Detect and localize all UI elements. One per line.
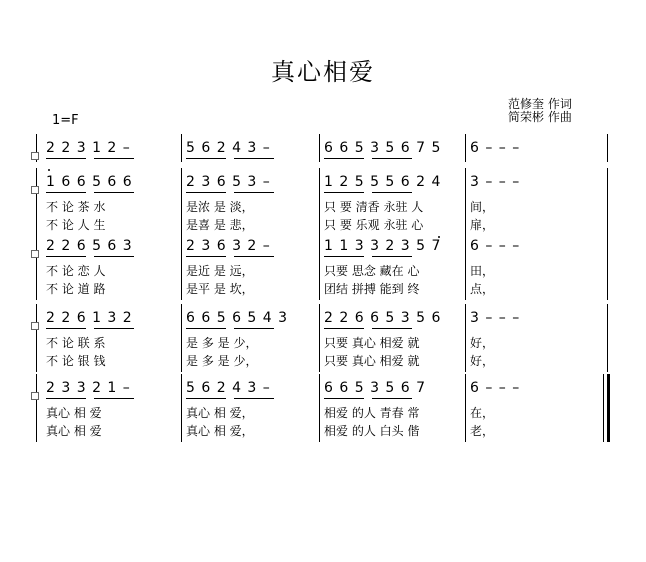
notation-measure: 6 6 5 3 5 6 7: [324, 380, 427, 396]
lyric-line: 相爱 的人 白头 偕: [324, 424, 420, 438]
beam-underline: [186, 398, 226, 399]
beam-underline: [324, 158, 364, 159]
notation-measure: 2 2 6 6 5 3 5 6: [324, 310, 442, 326]
lyric-line: 是浓 是 淡，: [186, 200, 254, 214]
lyric-line: 在，: [470, 406, 495, 420]
notation-measure: 2 2 3 1 2 –: [46, 140, 131, 156]
beam-underline: [324, 256, 364, 257]
barline: [607, 232, 608, 300]
lyric-line: 好，: [470, 354, 495, 368]
beam-underline: [46, 158, 86, 159]
beam-underline: [94, 256, 134, 257]
barline: [603, 374, 604, 442]
barline: [36, 168, 37, 236]
lyric-line: 不 论 银 钱: [46, 354, 106, 368]
lyric-line: 只 要 乐观 永驻 心: [324, 218, 424, 232]
barline: [181, 374, 182, 442]
barline: [607, 374, 610, 442]
beam-underline: [46, 328, 86, 329]
beam-underline: [324, 328, 364, 329]
lyricist-credit: 范修奎 作词: [508, 97, 572, 111]
barline: [607, 304, 608, 372]
lyric-line: 是平 是 坎，: [186, 282, 254, 296]
notation-measure: 3 – – –: [470, 310, 521, 326]
barline: [36, 304, 37, 372]
lyric-line: 点，: [470, 282, 495, 296]
beam-underline: [46, 256, 86, 257]
beam-underline: [94, 398, 134, 399]
beam-underline: [234, 328, 274, 329]
barline: [319, 134, 320, 162]
lyric-line: 不 论 恋 人: [46, 264, 106, 278]
lyric-line: 是近 是 远，: [186, 264, 254, 278]
barline: [181, 134, 182, 162]
barline: [36, 232, 37, 300]
beam-underline: [234, 192, 274, 193]
lyric-line: 是 多 是 少，: [186, 354, 258, 368]
barline: [465, 374, 466, 442]
barline: [319, 304, 320, 372]
barline: [465, 232, 466, 300]
notation-measure: 2 2 6 1 3 2: [46, 310, 133, 326]
notation-measure: 1 2 5 5 5 6 2 4: [324, 174, 442, 190]
beam-underline: [234, 398, 274, 399]
lyric-line: 不 论 道 路: [46, 282, 106, 296]
barline: [607, 168, 608, 236]
lyric-line: 真心 相 爱，: [186, 424, 254, 438]
notation-measure: 2 3 6 3 2 –: [186, 238, 271, 254]
beam-underline: [234, 158, 274, 159]
lyric-line: 真心 相 爱: [46, 424, 102, 438]
notation-measure: 2 2 6 5 6 3: [46, 238, 133, 254]
barline: [319, 374, 320, 442]
system-marker: [31, 250, 39, 258]
lyric-line: 只要 真心 相爱 就: [324, 354, 420, 368]
song-title: 真心相爱: [271, 58, 375, 86]
notation-measure: 6 – – –: [470, 140, 521, 156]
notation-measure: 6 – – –: [470, 380, 521, 396]
lyric-line: 只要 思念 藏在 心: [324, 264, 420, 278]
beam-underline: [94, 192, 134, 193]
beam-underline: [94, 328, 134, 329]
beam-underline: [324, 192, 364, 193]
beam-underline: [46, 398, 86, 399]
system-marker: [31, 186, 39, 194]
beam-underline: [186, 158, 226, 159]
beam-underline: [372, 256, 412, 257]
octave-dot: [438, 236, 440, 238]
lyric-line: 田，: [470, 264, 495, 278]
beam-underline: [372, 328, 412, 329]
barline: [319, 232, 320, 300]
barline: [181, 304, 182, 372]
beam-underline: [372, 192, 412, 193]
notation-measure: 6 6 5 6 5 4 3: [186, 310, 289, 326]
system-marker: [31, 152, 39, 160]
barline: [181, 168, 182, 236]
lyric-line: 真心 相 爱: [46, 406, 102, 420]
lyric-line: 好，: [470, 336, 495, 350]
lyric-line: 老，: [470, 424, 495, 438]
lyric-line: 只要 真心 相爱 就: [324, 336, 420, 350]
notation-measure: 6 – – –: [470, 238, 521, 254]
lyric-line: 是 多 是 少，: [186, 336, 258, 350]
beam-underline: [234, 256, 274, 257]
barline: [465, 168, 466, 236]
notation-measure: 2 3 6 5 3 –: [186, 174, 271, 190]
barline: [465, 304, 466, 372]
composer-credit: 简荣彬 作曲: [508, 110, 572, 124]
lyric-line: 间，: [470, 200, 495, 214]
barline: [181, 232, 182, 300]
notation-measure: 1 6 6 5 6 6: [46, 174, 133, 190]
lyric-line: 不 论 人 生: [46, 218, 106, 232]
notation-measure: 5 6 2 4 3 –: [186, 380, 271, 396]
beam-underline: [186, 328, 226, 329]
system-marker: [31, 322, 39, 330]
barline: [319, 168, 320, 236]
beam-underline: [94, 158, 134, 159]
lyric-line: 扉，: [470, 218, 495, 232]
notation-measure: 2 3 3 2 1 –: [46, 380, 131, 396]
notation-measure: 6 6 5 3 5 6 7 5: [324, 140, 442, 156]
beam-underline: [372, 158, 412, 159]
beam-underline: [46, 192, 86, 193]
beam-underline: [372, 398, 412, 399]
barline: [36, 374, 37, 442]
lyric-line: 是喜 是 悲，: [186, 218, 254, 232]
beam-underline: [186, 256, 226, 257]
beam-underline: [186, 192, 226, 193]
notation-measure: 1 1 3 3 2 3 5 7: [324, 238, 442, 254]
lyric-line: 不 论 茶 水: [46, 200, 106, 214]
key-signature: 1=F: [52, 113, 79, 128]
lyric-line: 真心 相 爱，: [186, 406, 254, 420]
notation-measure: 3 – – –: [470, 174, 521, 190]
lyric-line: 团结 拼搏 能到 终: [324, 282, 420, 296]
octave-dot: [48, 169, 50, 171]
system-marker: [31, 392, 39, 400]
beam-underline: [324, 398, 364, 399]
barline: [607, 134, 608, 162]
lyric-line: 相爱 的人 青春 常: [324, 406, 420, 420]
lyric-line: 不 论 联 系: [46, 336, 106, 350]
notation-measure: 5 6 2 4 3 –: [186, 140, 271, 156]
barline: [465, 134, 466, 162]
lyric-line: 只 要 清香 永驻 人: [324, 200, 424, 214]
